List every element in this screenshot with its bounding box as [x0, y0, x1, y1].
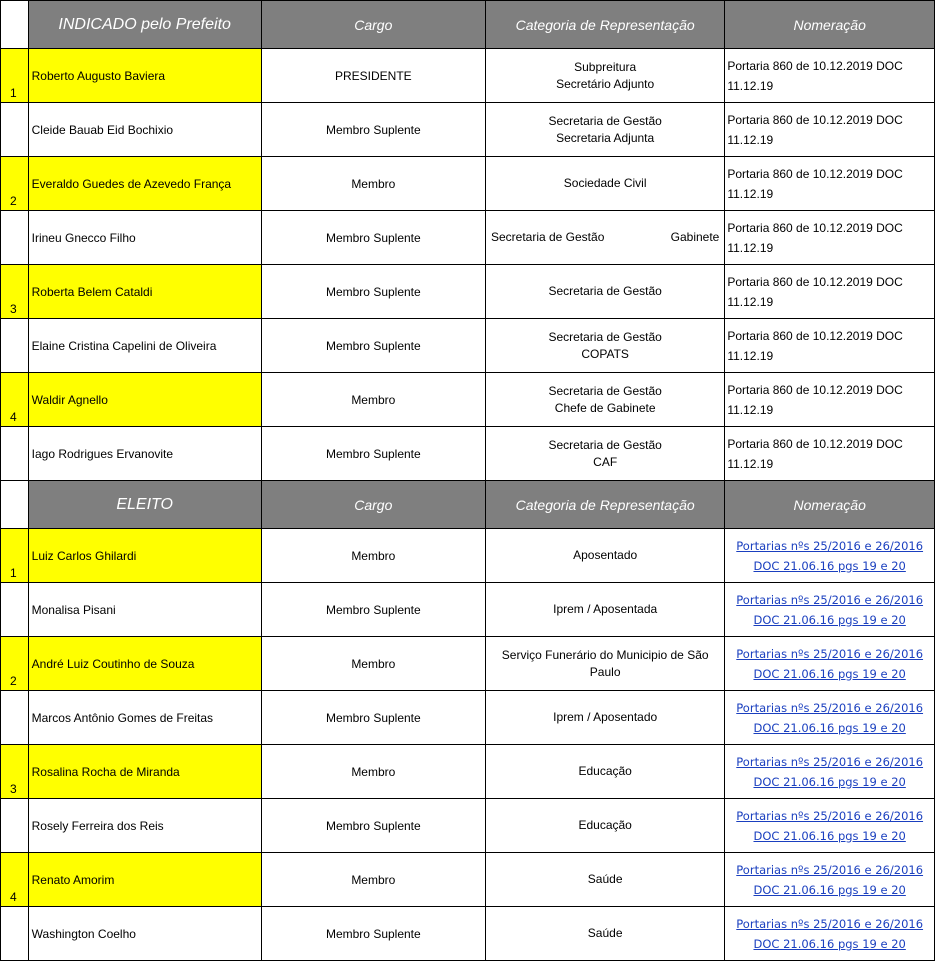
row-number: [1, 907, 29, 961]
member-cargo: Membro Suplente: [261, 265, 485, 319]
nomeracao-link-line-2[interactable]: DOC 21.06.16 pgs 19 e 20: [753, 720, 906, 735]
indicado-header-row: [1, 1, 935, 49]
member-name: Irineu Gnecco Filho: [28, 211, 261, 265]
member-categoria: [485, 691, 724, 745]
nomeracao-link-line-2[interactable]: DOC 21.06.16 pgs 19 e 20: [753, 666, 906, 681]
categoria-line-2: COPATS: [581, 346, 629, 361]
categoria-line-2: Chefe de Gabinete: [554, 400, 656, 415]
row-number: [1, 691, 29, 745]
nomeracao-line-1: Portaria 860 de 10.12.2019 DOC: [727, 220, 903, 235]
member-name: Washington Coelho: [28, 907, 261, 961]
nomeracao-line-2: 11.12.19: [727, 132, 774, 147]
member-categoria: [485, 799, 724, 853]
member-categoria: [485, 103, 724, 157]
row-number: 1: [1, 529, 29, 583]
nomeracao-link[interactable]: [725, 691, 935, 745]
categoria-line-1: Educação: [578, 818, 632, 832]
row-number: [1, 799, 29, 853]
member-name: Roberta Belem Cataldi: [28, 265, 261, 319]
categoria-line-1: Secretaria de Gestão: [548, 113, 662, 128]
table-row: [1, 211, 935, 265]
nomeracao-link[interactable]: [725, 529, 935, 583]
header-nomeracao: Nomeração: [725, 1, 935, 49]
member-cargo: PRESIDENTE: [261, 49, 485, 103]
member-nomeracao: [725, 157, 935, 211]
eleito-header-row: [1, 481, 935, 529]
member-categoria: [485, 637, 724, 691]
nomeracao-link[interactable]: [725, 583, 935, 637]
table-row: [1, 583, 935, 637]
nomeracao-line-2: 11.12.19: [727, 78, 774, 93]
header-cargo: Cargo: [261, 1, 485, 49]
table-row: [1, 427, 935, 481]
categoria-line-2: CAF: [593, 454, 618, 469]
member-cargo: Membro Suplente: [261, 799, 485, 853]
member-name: Marcos Antônio Gomes de Freitas: [28, 691, 261, 745]
nomeracao-link[interactable]: [725, 907, 935, 961]
member-nomeracao: [725, 211, 935, 265]
table-row: [1, 373, 935, 427]
member-name: Rosalina Rocha de Miranda: [28, 745, 261, 799]
row-number: 4: [1, 853, 29, 907]
nomeracao-line-2: 11.12.19: [727, 240, 774, 255]
member-cargo: Membro Suplente: [261, 211, 485, 265]
member-cargo: Membro Suplente: [261, 103, 485, 157]
table-row: [1, 103, 935, 157]
table-row: [1, 637, 935, 691]
categoria-line-1: Secretaria de Gestão: [490, 230, 605, 244]
row-number: 3: [1, 265, 29, 319]
categoria-line-1: Iprem / Aposentada: [553, 602, 658, 616]
member-nomeracao: [725, 49, 935, 103]
member-categoria: [485, 157, 724, 211]
nomeracao-line-2: 11.12.19: [727, 348, 774, 363]
member-nomeracao: [725, 319, 935, 373]
nomeracao-line-2: 11.12.19: [727, 294, 774, 309]
nomeracao-line-1: Portaria 860 de 10.12.2019 DOC: [727, 274, 903, 289]
member-categoria: [485, 427, 724, 481]
member-cargo: Membro: [261, 745, 485, 799]
categoria-line-2: Secretaria Adjunta: [556, 130, 655, 145]
member-cargo: Membro Suplente: [261, 907, 485, 961]
member-cargo: Membro: [261, 529, 485, 583]
header-nomeracao: Nomeração: [725, 481, 935, 529]
nomeracao-link-line-2[interactable]: DOC 21.06.16 pgs 19 e 20: [753, 558, 906, 573]
nomeracao-link[interactable]: [725, 637, 935, 691]
nomeracao-link-line-2[interactable]: DOC 21.06.16 pgs 19 e 20: [753, 882, 906, 897]
nomeracao-link-line-2[interactable]: DOC 21.06.16 pgs 19 e 20: [753, 828, 906, 843]
header-categoria: Categoria de Representação: [485, 481, 724, 529]
member-categoria: [485, 853, 724, 907]
member-categoria: [485, 265, 724, 319]
row-number: [1, 427, 29, 481]
member-categoria: [485, 319, 724, 373]
nomeracao-link[interactable]: [725, 853, 935, 907]
nomeracao-link-line-2[interactable]: DOC 21.06.16 pgs 19 e 20: [753, 612, 906, 627]
categoria-line-1: Secretaria de Gestão: [548, 383, 662, 398]
nomeracao-link-line-2[interactable]: DOC 21.06.16 pgs 19 e 20: [753, 774, 906, 789]
member-categoria: [485, 49, 724, 103]
member-cargo: Membro: [261, 157, 485, 211]
member-categoria: [485, 529, 724, 583]
member-nomeracao: [725, 103, 935, 157]
row-number: 3: [1, 745, 29, 799]
nomeracao-line-1: Portaria 860 de 10.12.2019 DOC: [727, 58, 903, 73]
member-cargo: Membro Suplente: [261, 583, 485, 637]
member-name: Cleide Bauab Eid Bochixio: [28, 103, 261, 157]
categoria-line-1: Educação: [578, 764, 632, 778]
nomeracao-link[interactable]: [725, 799, 935, 853]
table-row: [1, 799, 935, 853]
member-name: Monalisa Pisani: [28, 583, 261, 637]
indicado-header-title: INDICADO pelo Prefeito: [28, 1, 261, 49]
categoria-line-2: Secretário Adjunto: [556, 76, 655, 91]
member-nomeracao: [725, 265, 935, 319]
nomeracao-line-1: Portaria 860 de 10.12.2019 DOC: [727, 112, 903, 127]
nomeracao-link-line-1[interactable]: Portarias nºs 25/2016 e 26/2016: [736, 592, 924, 607]
nomeracao-link-line-1[interactable]: Portarias nºs 25/2016 e 26/2016: [736, 862, 924, 877]
row-number: 2: [1, 157, 29, 211]
nomeracao-link-line-1[interactable]: Portarias nºs 25/2016 e 26/2016: [736, 754, 924, 769]
row-number: [1, 103, 29, 157]
categoria-line-1: Saúde: [587, 926, 623, 940]
table-row: [1, 157, 935, 211]
nomeracao-line-2: 11.12.19: [727, 186, 774, 201]
nomeracao-link-line-1[interactable]: Portarias nºs 25/2016 e 26/2016: [736, 808, 924, 823]
nomeracao-line-1: Portaria 860 de 10.12.2019 DOC: [727, 382, 903, 397]
categoria-line-1: Saúde: [587, 872, 623, 886]
member-cargo: Membro: [261, 373, 485, 427]
member-cargo: Membro Suplente: [261, 427, 485, 481]
member-categoria: [485, 211, 724, 265]
member-name: Renato Amorim: [28, 853, 261, 907]
nomeracao-link-line-1[interactable]: Portarias nºs 25/2016 e 26/2016: [736, 646, 924, 661]
categoria-line-1: Secretaria de Gestão: [548, 329, 662, 344]
row-number: [1, 319, 29, 373]
table-row: [1, 853, 935, 907]
nomeracao-link[interactable]: [725, 745, 935, 799]
table-row: [1, 49, 935, 103]
table-row: [1, 691, 935, 745]
row-number: 4: [1, 373, 29, 427]
table-row: [1, 745, 935, 799]
row-number: 1: [1, 49, 29, 103]
member-nomeracao: [725, 373, 935, 427]
header-num-cell: [1, 481, 29, 529]
member-categoria: [485, 583, 724, 637]
member-cargo: Membro: [261, 853, 485, 907]
nomeracao-line-1: Portaria 860 de 10.12.2019 DOC: [727, 436, 903, 451]
categoria-line-1: Subpreitura: [574, 59, 637, 74]
categoria-line-1: Sociedade Civil: [563, 176, 647, 190]
table-row: [1, 907, 935, 961]
row-number: [1, 211, 29, 265]
member-cargo: Membro Suplente: [261, 691, 485, 745]
header-num-cell: [1, 1, 29, 49]
nomeracao-line-1: Portaria 860 de 10.12.2019 DOC: [727, 328, 903, 343]
nomeracao-line-2: 11.12.19: [727, 402, 774, 417]
nomeracao-link-line-1[interactable]: Portarias nºs 25/2016 e 26/2016: [736, 916, 924, 931]
member-name: Everaldo Guedes de Azevedo França: [28, 157, 261, 211]
header-categoria: Categoria de Representação: [485, 1, 724, 49]
table-row: [1, 265, 935, 319]
member-cargo: Membro Suplente: [261, 319, 485, 373]
member-nomeracao: [725, 427, 935, 481]
member-name: Waldir Agnello: [28, 373, 261, 427]
header-cargo: Cargo: [261, 481, 485, 529]
table-row: [1, 529, 935, 583]
nomeracao-line-2: 11.12.19: [727, 456, 774, 471]
categoria-line-1: Serviço Funerário do Municipio de São: [501, 647, 709, 662]
categoria-line-1: Secretaria de Gestão: [548, 437, 662, 452]
row-number: [1, 583, 29, 637]
member-name: Iago Rodrigues Ervanovite: [28, 427, 261, 481]
member-categoria: [485, 373, 724, 427]
nomeracao-link-line-1[interactable]: Portarias nºs 25/2016 e 26/2016: [736, 538, 924, 553]
member-name: Roberto Augusto Baviera: [28, 49, 261, 103]
eleito-header-title: ELEITO: [28, 481, 261, 529]
categoria-line-2: Paulo: [589, 664, 621, 679]
categoria-line-1: Iprem / Aposentado: [553, 710, 658, 724]
categoria-line-2: Gabinete: [670, 230, 720, 244]
table-row: [1, 319, 935, 373]
categoria-line-1: Aposentado: [573, 548, 638, 562]
row-number: 2: [1, 637, 29, 691]
member-name: Elaine Cristina Capelini de Oliveira: [28, 319, 261, 373]
nomeracao-line-1: Portaria 860 de 10.12.2019 DOC: [727, 166, 903, 181]
nomeracao-link-line-2[interactable]: DOC 21.06.16 pgs 19 e 20: [753, 936, 906, 951]
member-cargo: Membro: [261, 637, 485, 691]
member-name: André Luiz Coutinho de Souza: [28, 637, 261, 691]
categoria-line-1: Secretaria de Gestão: [548, 284, 662, 298]
nomeracao-link-line-1[interactable]: Portarias nºs 25/2016 e 26/2016: [736, 700, 924, 715]
member-name: Rosely Ferreira dos Reis: [28, 799, 261, 853]
member-name: Luiz Carlos Ghilardi: [28, 529, 261, 583]
member-categoria: [485, 745, 724, 799]
member-categoria: [485, 907, 724, 961]
